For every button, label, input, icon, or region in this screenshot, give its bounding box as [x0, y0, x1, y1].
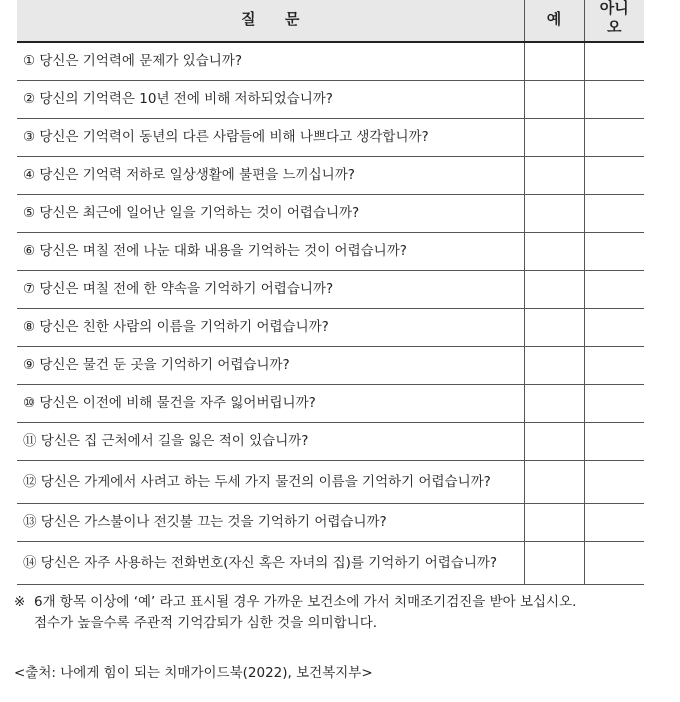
no-cell[interactable] — [584, 195, 644, 233]
yes-cell[interactable] — [524, 157, 584, 195]
table-row — [17, 81, 644, 119]
table-row — [17, 42, 644, 81]
table-row — [17, 385, 644, 423]
yes-cell[interactable] — [524, 233, 584, 271]
question-text: ⑭ 당신은 자주 사용하는 전화번호(자신 혹은 자녀의 집)를 기억하기 어렵습니까? — [17, 542, 524, 585]
question-text: ⑤ 당신은 최근에 일어난 일을 기억하는 것이 어렵습니까? — [17, 195, 524, 233]
question-text: ⑩ 당신은 이전에 비해 물건을 자주 잃어버립니까? — [17, 385, 524, 423]
no-cell[interactable] — [584, 271, 644, 309]
yes-cell[interactable] — [524, 119, 584, 157]
no-cell[interactable] — [584, 504, 644, 542]
table-row — [17, 233, 644, 271]
question-text: ⑬ 당신은 가스불이나 전깃불 끄는 것을 기억하기 어렵습니까? — [17, 504, 524, 542]
no-cell[interactable] — [584, 385, 644, 423]
yes-cell[interactable] — [524, 504, 584, 542]
no-cell[interactable] — [584, 347, 644, 385]
question-text: ② 당신의 기억력은 10년 전에 비해 저하되었습니까? — [17, 81, 524, 119]
header-question: 질 문 — [17, 0, 524, 42]
table-row — [17, 119, 644, 157]
table-row — [17, 347, 644, 385]
footnote-line2: 점수가 높을수록 주관적 기억감퇴가 심한 것을 의미합니다. — [34, 615, 378, 631]
yes-cell[interactable] — [524, 195, 584, 233]
no-cell[interactable] — [584, 461, 644, 504]
question-text: ④ 당신은 기억력 저하로 일상생활에 불편을 느끼십니까? — [17, 157, 524, 195]
yes-cell[interactable] — [524, 461, 584, 504]
table-row — [17, 542, 644, 585]
table-row — [17, 157, 644, 195]
header-no — [584, 0, 644, 42]
no-cell[interactable] — [584, 309, 644, 347]
yes-cell[interactable] — [524, 542, 584, 585]
question-text: ⑫ 당신은 가게에서 사려고 하는 두세 가지 물건의 이름을 기억하기 어렵습니까? — [17, 461, 524, 504]
yes-cell[interactable] — [524, 423, 584, 461]
source-citation: <출처: 나에게 힘이 되는 치매가이드북(2022), 보건복지부> — [14, 665, 373, 681]
no-cell[interactable] — [584, 42, 644, 81]
no-cell[interactable] — [584, 423, 644, 461]
no-cell[interactable] — [584, 119, 644, 157]
question-text: ⑦ 당신은 며칠 전에 한 약속을 기억하기 어렵습니까? — [17, 271, 524, 309]
question-text: ⑧ 당신은 친한 사람의 이름을 기억하기 어렵습니까? — [17, 309, 524, 347]
no-cell[interactable] — [584, 233, 644, 271]
memory-checklist-table — [17, 0, 644, 585]
footnote-line1 — [14, 592, 674, 613]
yes-cell[interactable] — [524, 271, 584, 309]
header-no-line2: 오 — [607, 18, 622, 36]
table-row — [17, 504, 644, 542]
reference-mark: ※ — [14, 594, 26, 610]
table-row — [17, 271, 644, 309]
yes-cell[interactable] — [524, 81, 584, 119]
header-yes: 예 — [524, 0, 584, 42]
question-text: ⑥ 당신은 며칠 전에 나눈 대화 내용을 기억하는 것이 어렵습니까? — [17, 233, 524, 271]
table-row — [17, 195, 644, 233]
table-header-row — [17, 0, 644, 42]
yes-cell[interactable] — [524, 309, 584, 347]
question-text: ⑨ 당신은 물건 둔 곳을 기억하기 어렵습니까? — [17, 347, 524, 385]
yes-cell[interactable] — [524, 42, 584, 81]
no-cell[interactable] — [584, 542, 644, 585]
table-row — [17, 423, 644, 461]
table-row — [17, 309, 644, 347]
no-cell[interactable] — [584, 157, 644, 195]
table-row — [17, 461, 644, 504]
yes-cell[interactable] — [524, 385, 584, 423]
no-cell[interactable] — [584, 81, 644, 119]
footnote-text1: 6개 항목 이상에 ‘예’ 라고 표시될 경우 가까운 보건소에 가서 치매조기검진을 받아 보십시오. — [34, 594, 577, 610]
question-text: ① 당신은 기억력에 문제가 있습니까? — [17, 42, 524, 81]
question-text: ③ 당신은 기억력이 동년의 다른 사람들에 비해 나쁘다고 생각합니까? — [17, 119, 524, 157]
yes-cell[interactable] — [524, 347, 584, 385]
footnote — [14, 592, 674, 634]
header-no-line1: 아니 — [599, 0, 629, 17]
question-text: ⑪ 당신은 집 근처에서 길을 잃은 적이 있습니까? — [17, 423, 524, 461]
